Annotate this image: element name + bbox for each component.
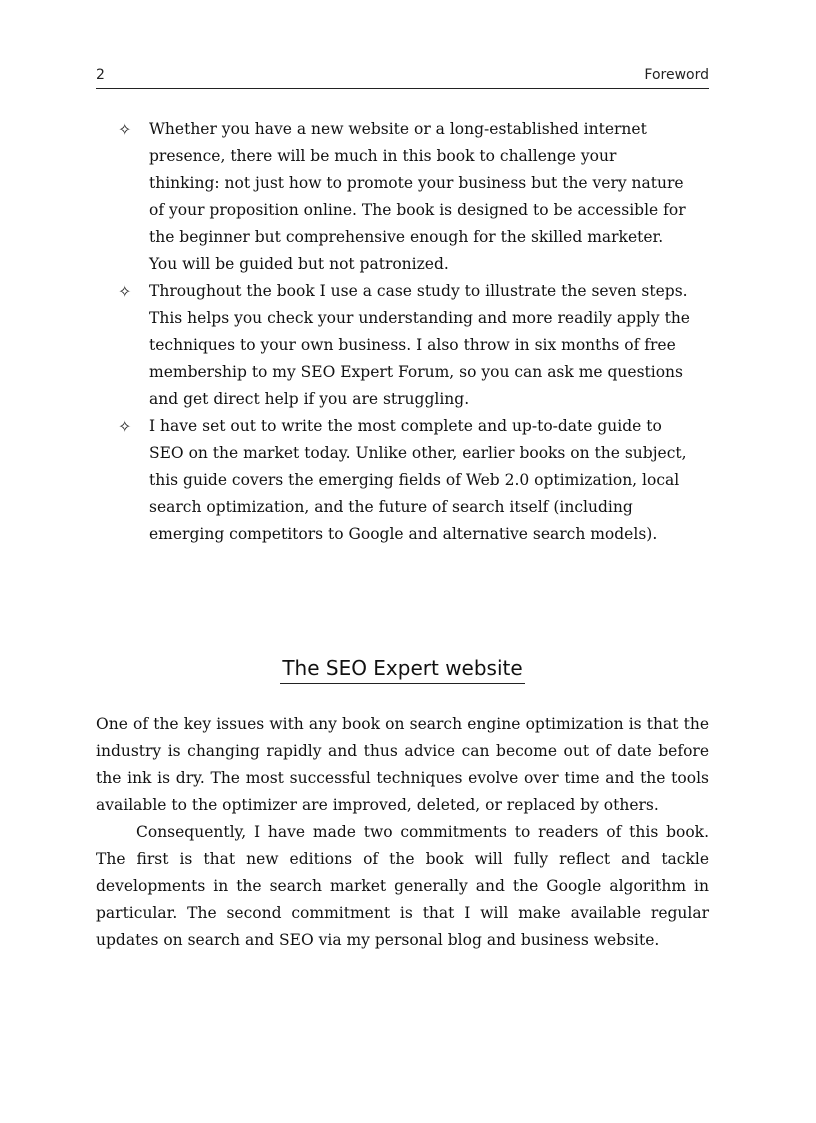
section-body bbox=[96, 711, 709, 954]
sparkle-diamond-icon: ✧ bbox=[118, 282, 132, 301]
body-paragraph: Consequently, I have made two commitments to readers of this book. The first is that new editions of the book will fully reflect and tackle developments in the search market generally and the Google algorithm in particular. The second commitment is that I will make available regular updates on search and SEO via my personal blog and business website. bbox=[96, 823, 709, 949]
bullet-text: Whether you have a new website or a long-established internet presence, there will be much in this book to challenge your thinking: not just how to promote your business but the very nature of your proposition online. The book is designed to be accessible for the beginner but comprehensive enough for the skilled marketer. You will be guided but not patronized. bbox=[149, 120, 686, 273]
bullet-item bbox=[96, 413, 709, 548]
body-paragraph: One of the key issues with any book on search engine optimization is that the industry is changing rapidly and thus advice can become out of date before the ink is dry. The most successful techniques evolve over time and the tools available to the optimizer are improved, deleted, or replaced by others. bbox=[96, 715, 709, 814]
bullet-text: Throughout the book I use a case study to illustrate the seven steps. This helps you check your understanding and more readily apply the techniques to your own business. I also throw in six months of free membership to my SEO Expert Forum, so you can ask me questions and get direct help if you are struggling. bbox=[149, 282, 690, 408]
running-title: Foreword bbox=[644, 67, 709, 83]
bullet-item bbox=[96, 116, 709, 278]
bullet-item bbox=[96, 278, 709, 413]
running-head bbox=[96, 66, 709, 89]
bullet-list bbox=[96, 116, 709, 548]
section-heading-text: The SEO Expert website bbox=[280, 654, 524, 684]
page-number: 2 bbox=[96, 67, 105, 83]
sparkle-diamond-icon: ✧ bbox=[118, 120, 132, 139]
bullet-text: I have set out to write the most complete and up-to-date guide to SEO on the market today. Unlike other, earlier books on the subject, this guide covers the emerging fields of Web 2.0 optimization, local search optimization, and the future of search itself (including emerging competitors to Google and alternative search models). bbox=[149, 417, 687, 543]
section-heading bbox=[96, 654, 709, 684]
sparkle-diamond-icon: ✧ bbox=[118, 417, 132, 436]
